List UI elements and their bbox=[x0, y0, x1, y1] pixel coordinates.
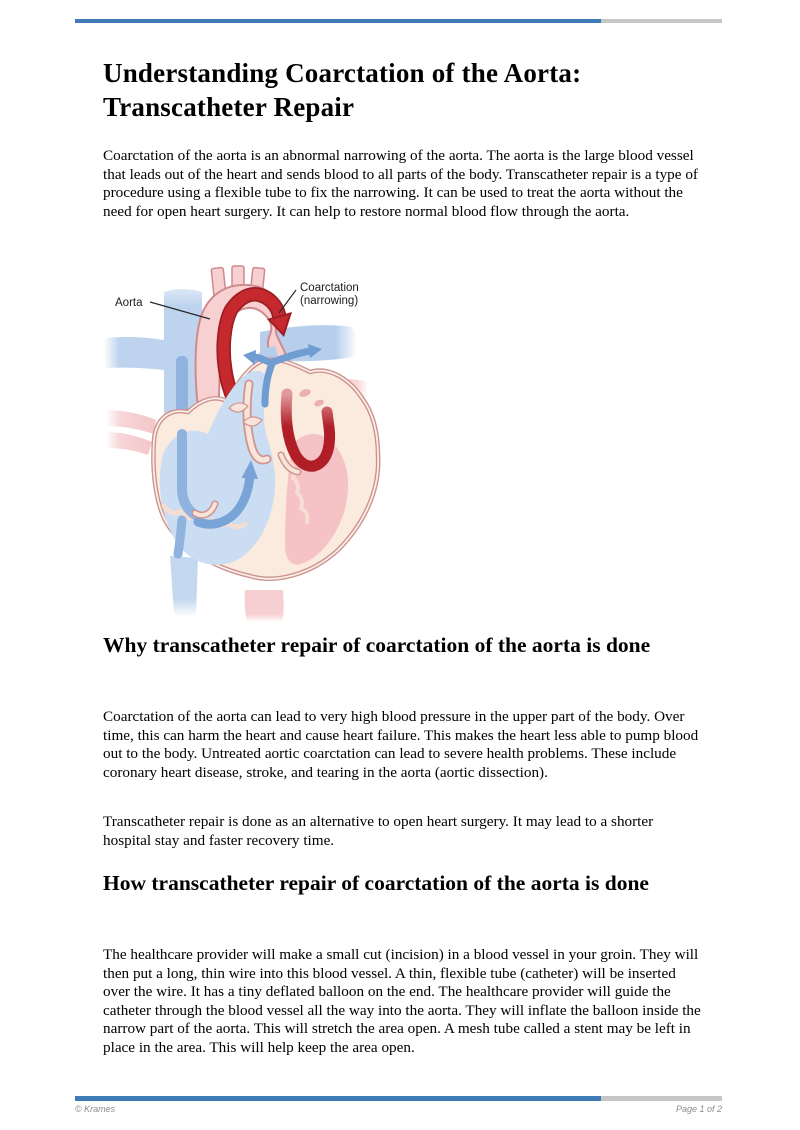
section-heading-why: Why transcatheter repair of coarctation of the aorta is done bbox=[103, 633, 651, 657]
footer-accent-bar-blue bbox=[75, 1096, 601, 1101]
heart-figure bbox=[98, 262, 438, 622]
section-heading-how: How transcatheter repair of coarctation of the aorta is done bbox=[103, 871, 649, 895]
top-accent-bar bbox=[75, 19, 722, 23]
left-arrowhead bbox=[243, 350, 256, 365]
heart-illustration bbox=[98, 262, 438, 622]
footer bbox=[75, 1104, 722, 1114]
left-pulmonary-vein-lower bbox=[106, 432, 152, 455]
coarctation-leader-line bbox=[279, 290, 296, 313]
why-paragraph-1: Coarctation of the aorta can lead to very high blood pressure in the upper part of the body. Over time, this can harm the heart and cause heart failure. This makes the heart less able to pump blood out to the body. Untreated aortic coarctation can lead to severe health problems. These include coronary heart disease, stroke, and tearing in the aorta (aortic dissection). bbox=[103, 708, 699, 781]
coarctation-label-line1: Coarctation bbox=[300, 282, 359, 294]
top-accent-bar-gray bbox=[601, 19, 722, 23]
how-paragraph-1: The healthcare provider will make a small cut (incision) in a blood vessel in your groin. They will then put a long, thin wire into this blood vessel. A thin, flexible tube (catheter) will be inserted over the wire. It has a tiny deflated balloon on the end. The healthcare provider will guide the catheter through the blood vessel all the way into the aorta. They will inflate the balloon inside the narrow part of the aorta. This will stretch the area open. A mesh tube called a stent may be left in place in the area. This will help keep the area open. bbox=[103, 946, 701, 1056]
footer-accent-bar bbox=[75, 1096, 722, 1101]
descending-aorta-lower bbox=[245, 590, 284, 622]
footer-accent-bar-gray bbox=[601, 1096, 722, 1101]
intro-paragraph: Coarctation of the aorta is an abnormal narrowing of the aorta. The aorta is the large blood vessel that leads out of the heart and sends blood to all parts of the body. Transcatheter repair is a type of procedure using a flexible tube to fix the narrowing. It can be used to treat the aorta without the need for open heart surgery. It can help to restore normal blood flow through the aorta. bbox=[103, 147, 698, 220]
page-title: Understanding Coarctation of the Aorta: Transcatheter Repair bbox=[103, 58, 582, 122]
footer-page-number: Page 1 of 2 bbox=[675, 1104, 722, 1114]
top-accent-bar-blue bbox=[75, 19, 601, 23]
left-pulmonary-artery bbox=[104, 337, 164, 370]
footer-copyright: © Krames bbox=[75, 1104, 116, 1114]
why-paragraph-2: Transcatheter repair is done as an alternative to open heart surgery. It may lead to a shorter hospital stay and faster recovery time. bbox=[103, 813, 654, 849]
inferior-vena-cava bbox=[170, 556, 198, 617]
coarctation-label-line2: (narrowing) bbox=[300, 295, 359, 307]
left-pulmonary-vein-upper bbox=[106, 410, 156, 434]
aorta-label: Aorta bbox=[115, 297, 143, 309]
